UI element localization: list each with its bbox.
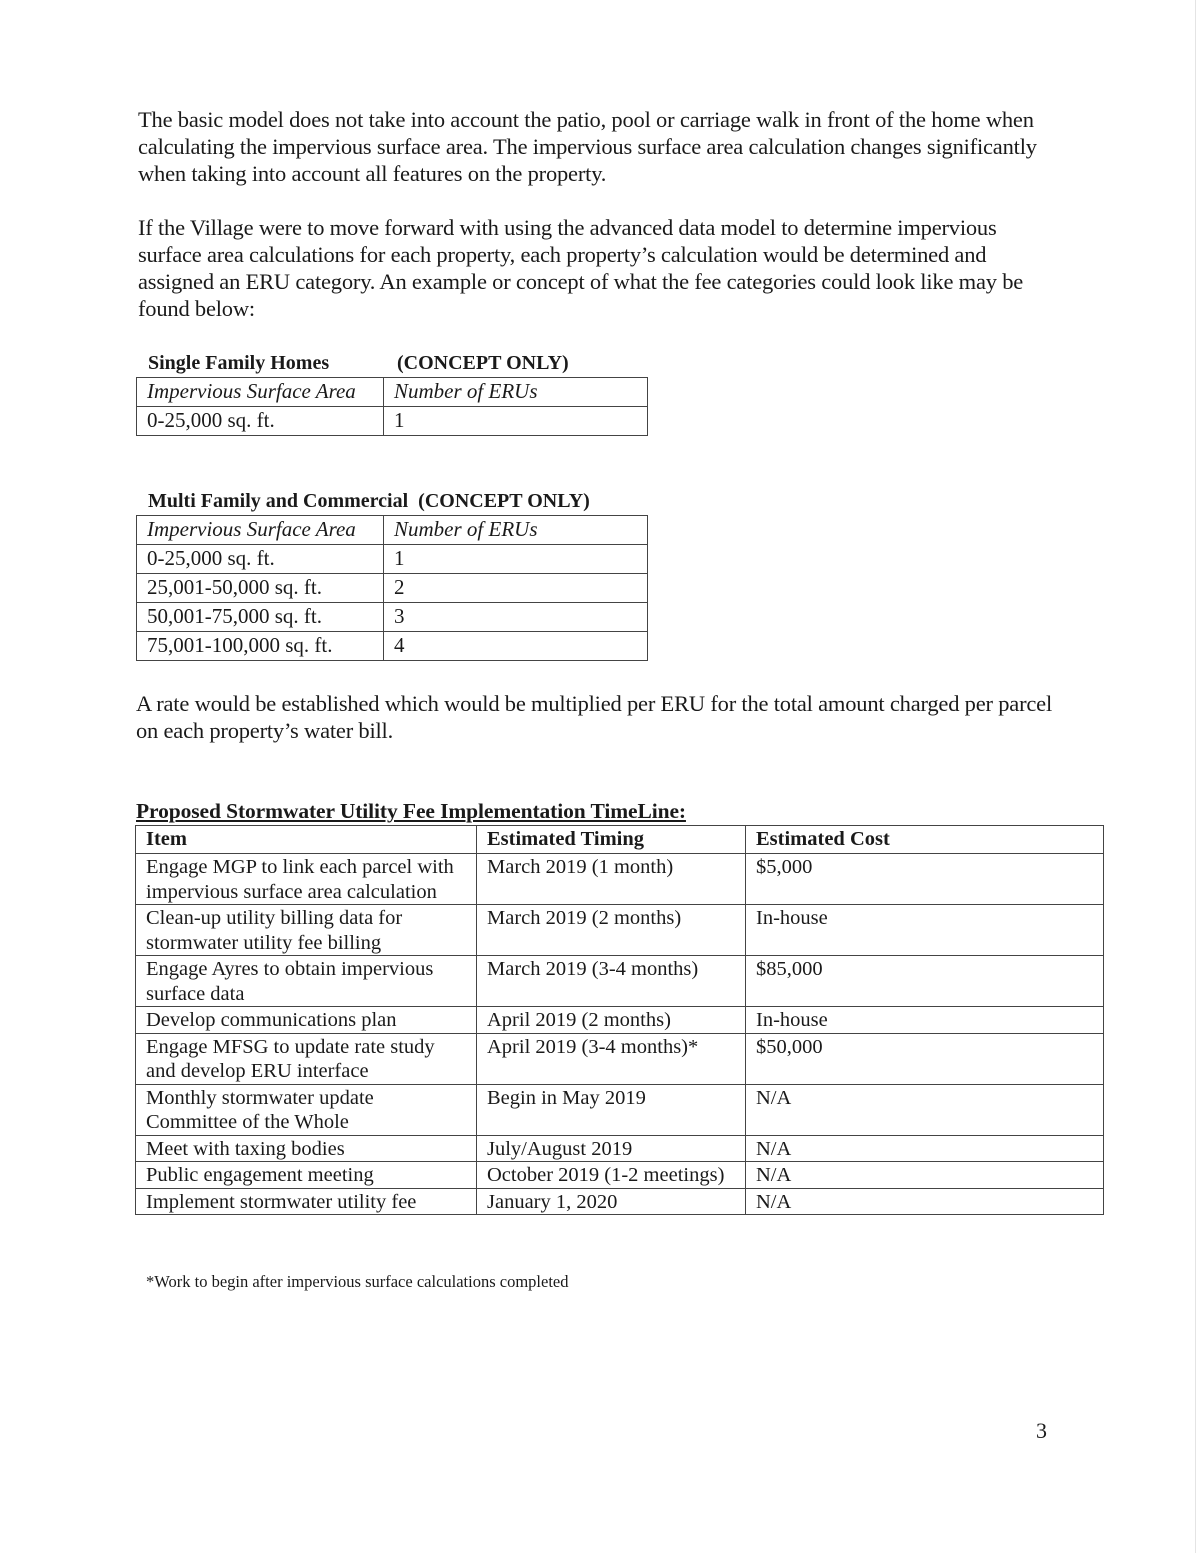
cell-item: Develop communications plan bbox=[136, 1007, 477, 1034]
table-row bbox=[136, 854, 1104, 905]
cell-timing: March 2019 (1 month) bbox=[477, 854, 746, 905]
cell-area: 50,001-75,000 sq. ft. bbox=[137, 603, 384, 632]
cell-item: Clean-up utility billing data for stormwater utility fee billing bbox=[136, 905, 477, 956]
cell-cost: N/A bbox=[746, 1188, 1104, 1215]
multi-family-eru-table bbox=[136, 515, 648, 661]
table-row bbox=[136, 1162, 1104, 1189]
cell-cost: N/A bbox=[746, 1084, 1104, 1135]
header-item: Item bbox=[136, 826, 477, 854]
cell-timing: January 1, 2020 bbox=[477, 1188, 746, 1215]
cell-erus: 3 bbox=[384, 603, 648, 632]
cell-timing: July/August 2019 bbox=[477, 1135, 746, 1162]
header-estimated-timing: Estimated Timing bbox=[477, 826, 746, 854]
cell-timing: October 2019 (1-2 meetings) bbox=[477, 1162, 746, 1189]
cell-timing: March 2019 (2 months) bbox=[477, 905, 746, 956]
table-row bbox=[136, 1135, 1104, 1162]
table-row bbox=[136, 1084, 1104, 1135]
cell-cost: N/A bbox=[746, 1135, 1104, 1162]
cell-item: Implement stormwater utility fee bbox=[136, 1188, 477, 1215]
single-family-caption bbox=[148, 352, 569, 375]
header-number-of-erus: Number of ERUs bbox=[384, 516, 648, 545]
header-estimated-cost: Estimated Cost bbox=[746, 826, 1104, 854]
table-row bbox=[136, 956, 1104, 1007]
implementation-timeline-table bbox=[135, 825, 1104, 1215]
table-row bbox=[136, 1007, 1104, 1034]
cell-timing: March 2019 (3-4 months) bbox=[477, 956, 746, 1007]
table-row bbox=[137, 545, 648, 574]
cell-erus: 2 bbox=[384, 574, 648, 603]
paragraph-advanced-model: If the Village were to move forward with using the advanced data model to determine impervious surface area calculations for each property, each property’s calculation would be determined and assigned an ERU category. An example or concept of what the fee categories could look like may be found below: bbox=[138, 215, 1024, 321]
page-number: 3 bbox=[1036, 1418, 1047, 1443]
cell-item: Monthly stormwater update Committee of the Whole bbox=[136, 1084, 477, 1135]
cell-cost: $5,000 bbox=[746, 854, 1104, 905]
cell-area: 0-25,000 sq. ft. bbox=[137, 407, 384, 436]
table-row bbox=[137, 574, 648, 603]
table-header-row bbox=[137, 516, 648, 545]
table-row bbox=[136, 905, 1104, 956]
header-impervious-area: Impervious Surface Area bbox=[137, 378, 384, 407]
cell-item: Engage Ayres to obtain impervious surface data bbox=[136, 956, 477, 1007]
cell-area: 75,001-100,000 sq. ft. bbox=[137, 632, 384, 661]
header-number-of-erus: Number of ERUs bbox=[384, 378, 648, 407]
table-row bbox=[136, 1188, 1104, 1215]
single-family-eru-table bbox=[136, 377, 648, 436]
single-family-title: Single Family Homes bbox=[148, 352, 330, 374]
multi-family-caption bbox=[148, 490, 590, 513]
cell-cost: In-house bbox=[746, 1007, 1104, 1034]
cell-cost: In-house bbox=[746, 905, 1104, 956]
table-row bbox=[137, 603, 648, 632]
paragraph-basic-model: The basic model does not take into account the patio, pool or carriage walk in front of the home when calculating the impervious surface area. The impervious surface area calculation changes significantly when taking into account all features on the property. bbox=[138, 107, 1037, 186]
timeline-title: Proposed Stormwater Utility Fee Implementation TimeLine: bbox=[136, 799, 686, 823]
table-header-row bbox=[137, 378, 648, 407]
cell-erus: 1 bbox=[384, 407, 648, 436]
concept-only-label: (CONCEPT ONLY) bbox=[397, 352, 569, 374]
cell-cost: $50,000 bbox=[746, 1033, 1104, 1084]
cell-timing: Begin in May 2019 bbox=[477, 1084, 746, 1135]
cell-area: 0-25,000 sq. ft. bbox=[137, 545, 384, 574]
cell-item: Engage MFSG to update rate study and develop ERU interface bbox=[136, 1033, 477, 1084]
concept-only-label: (CONCEPT ONLY) bbox=[418, 490, 590, 512]
cell-item: Engage MGP to link each parcel with impervious surface area calculation bbox=[136, 854, 477, 905]
table-row bbox=[137, 632, 648, 661]
cell-erus: 4 bbox=[384, 632, 648, 661]
scan-edge-line bbox=[1195, 0, 1196, 1553]
cell-area: 25,001-50,000 sq. ft. bbox=[137, 574, 384, 603]
table-row bbox=[136, 1033, 1104, 1084]
multi-family-title: Multi Family and Commercial bbox=[148, 490, 409, 512]
header-impervious-area: Impervious Surface Area bbox=[137, 516, 384, 545]
timeline-footnote: *Work to begin after impervious surface calculations completed bbox=[146, 1272, 569, 1291]
cell-cost: $85,000 bbox=[746, 956, 1104, 1007]
cell-item: Public engagement meeting bbox=[136, 1162, 477, 1189]
cell-timing: April 2019 (3-4 months)* bbox=[477, 1033, 746, 1084]
cell-item: Meet with taxing bodies bbox=[136, 1135, 477, 1162]
cell-erus: 1 bbox=[384, 545, 648, 574]
cell-cost: N/A bbox=[746, 1162, 1104, 1189]
table-row bbox=[137, 407, 648, 436]
table-header-row bbox=[136, 826, 1104, 854]
cell-timing: April 2019 (2 months) bbox=[477, 1007, 746, 1034]
paragraph-rate-explanation: A rate would be established which would be multiplied per ERU for the total amount charged per parcel on each property’s water bill. bbox=[136, 691, 1052, 743]
